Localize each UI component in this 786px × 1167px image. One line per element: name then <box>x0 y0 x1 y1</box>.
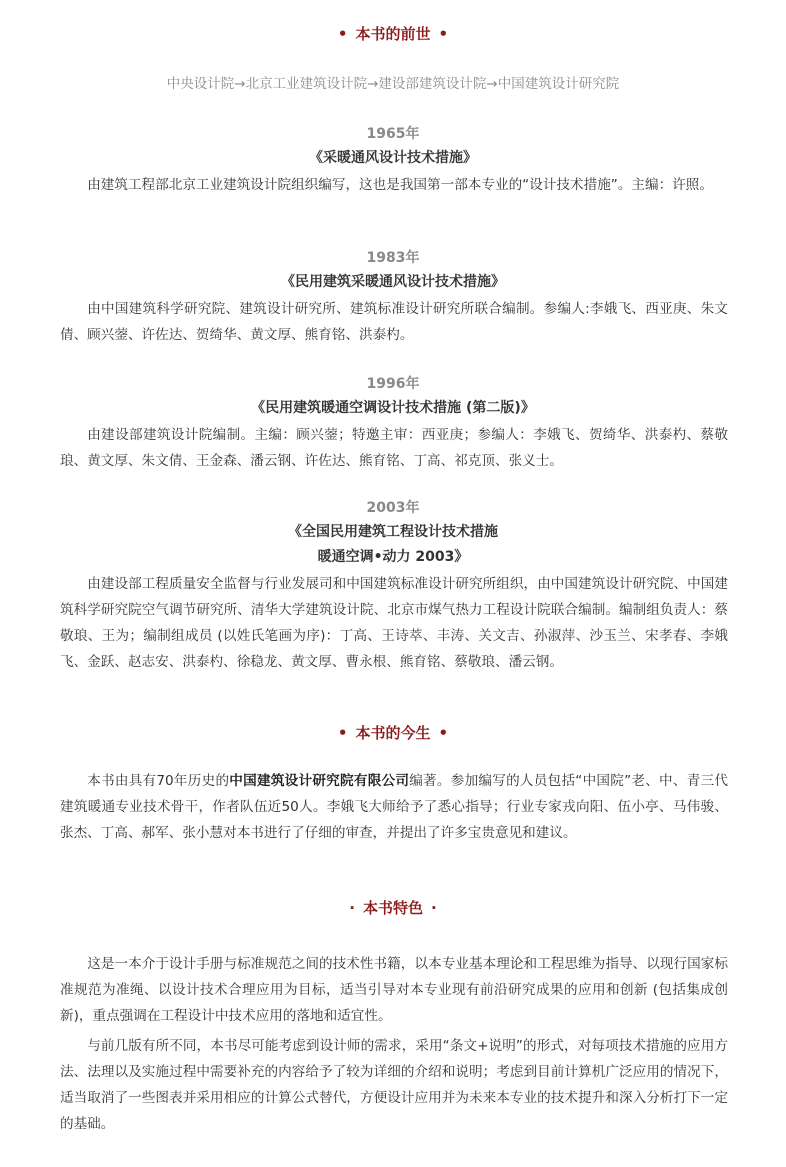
dot-right: · <box>431 899 437 917</box>
edition-book-title: 《采暖通风设计技术措施》 <box>309 150 477 166</box>
features-paragraph: 这是一本介于设计手册与标准规范之间的技术性书籍，以本专业基本理论和工程思维为指导、以现行国家标准规范为准绳、以设计技术合理应用为目标，适当引导对本专业现有前沿研究成果的应用和创新 (包括集成创新)，重点强调在工程设计中技术应用的落地和适宜性。 <box>60 956 728 1024</box>
edition-book-title-line1: 《全国民用建筑工程设计技术措施 <box>288 524 498 540</box>
features-paragraph: 与前几版有所不同，本书尽可能考虑到设计师的需求，采用“条文+说明”的形式，对每项技术措施的应用方法、法理以及实施过程中需要补充的内容给予了较为详细的介绍和说明；考虑到目前计算机广泛应用的情况下，适当取消了一些图表并采用相应的计算公式替代，方便设计应用并为未来本专业的技术提升和深入分析打下一定的基础。 <box>60 1038 728 1132</box>
edition-year: 1965年 <box>366 126 420 142</box>
section-heading-present <box>0 723 786 743</box>
section-title-past: 本书的前世 <box>355 25 431 43</box>
edition-description: 由建设部工程质量安全监督与行业发展司和中国建筑标准设计研究所组织，由中国建筑设计研究院、中国建筑科学研究院空气调节研究所、清华大学建筑设计院、北京市煤气热力工程设计院联合编制。编制组负责人：蔡敬琅、王为；编制组成员 (以姓氏笔画为序)：丁高、王诗萃、丰涛、关文吉、孙淑萍、沙玉兰、宋孝春、李娥飞、金跃、赵志安、洪泰杓、徐稳龙、黄文厚、曹永根、熊育铭、蔡敬琅、潘云钢。 <box>60 576 728 670</box>
bullet-left: • <box>337 25 348 43</box>
present-paragraph <box>60 768 728 846</box>
edition-year: 1996年 <box>366 376 420 392</box>
edition-description: 由中国建筑科学研究院、建筑设计研究所、建筑标准设计研究所联合编制。参编人:李娥飞、西亚庚、朱文倩、顾兴蓥、许佐达、贺绮华、黄文厚、熊育铭、洪泰杓。 <box>60 301 728 343</box>
edition-year: 1983年 <box>366 250 420 266</box>
dot-left: · <box>349 899 355 917</box>
present-publisher: 中国建筑设计研究院有限公司 <box>229 773 410 789</box>
section-heading-features <box>0 898 786 918</box>
bullet-left: • <box>337 724 348 742</box>
present-text-before: 本书由具有70年历史的 <box>87 773 230 789</box>
bullet-right: • <box>438 25 449 43</box>
section-title-features: 本书特色 <box>362 899 423 917</box>
edition-book-title: 《民用建筑暖通空调设计技术措施 (第二版)》 <box>251 400 535 416</box>
edition-description: 由建筑工程部北京工业建筑设计院组织编写，这也是我国第一部本专业的“设计技术措施”。主编：许照。 <box>87 177 713 193</box>
section-heading-past <box>0 24 786 44</box>
edition-year: 2003年 <box>366 500 420 516</box>
edition-book-title: 《民用建筑采暖通风设计技术措施》 <box>281 274 505 290</box>
present-text-after: 编著。参加编写的人员包括“中国院”老、中、青三代建筑暖通专业技术骨干，作者队伍近50人。李娥飞大师给予了悉心指导；行业专家戎向阳、伍小亭、马伟骏、张杰、丁高、郝军、张小慧对本书进行了仔细的审查，并提出了许多宝贵意见和建议。 <box>60 773 729 841</box>
edition-description: 由建设部建筑设计院编制。主编：顾兴蓥；特邀主审：西亚庚；参编人：李娥飞、贺绮华、洪泰杓、蔡敬琅、黄文厚、朱文倩、王金森、潘云钢、许佐达、熊育铭、丁高、祁克顶、张义士。 <box>60 427 728 469</box>
section-title-present: 本书的今生 <box>355 724 431 742</box>
lineage-text: 中央设计院→北京工业建筑设计院→建设部建筑设计院→中国建筑设计研究院 <box>166 76 620 92</box>
edition-book-title-line2: 暖通空调•动力 2003》 <box>317 549 469 565</box>
bullet-right: • <box>438 724 449 742</box>
